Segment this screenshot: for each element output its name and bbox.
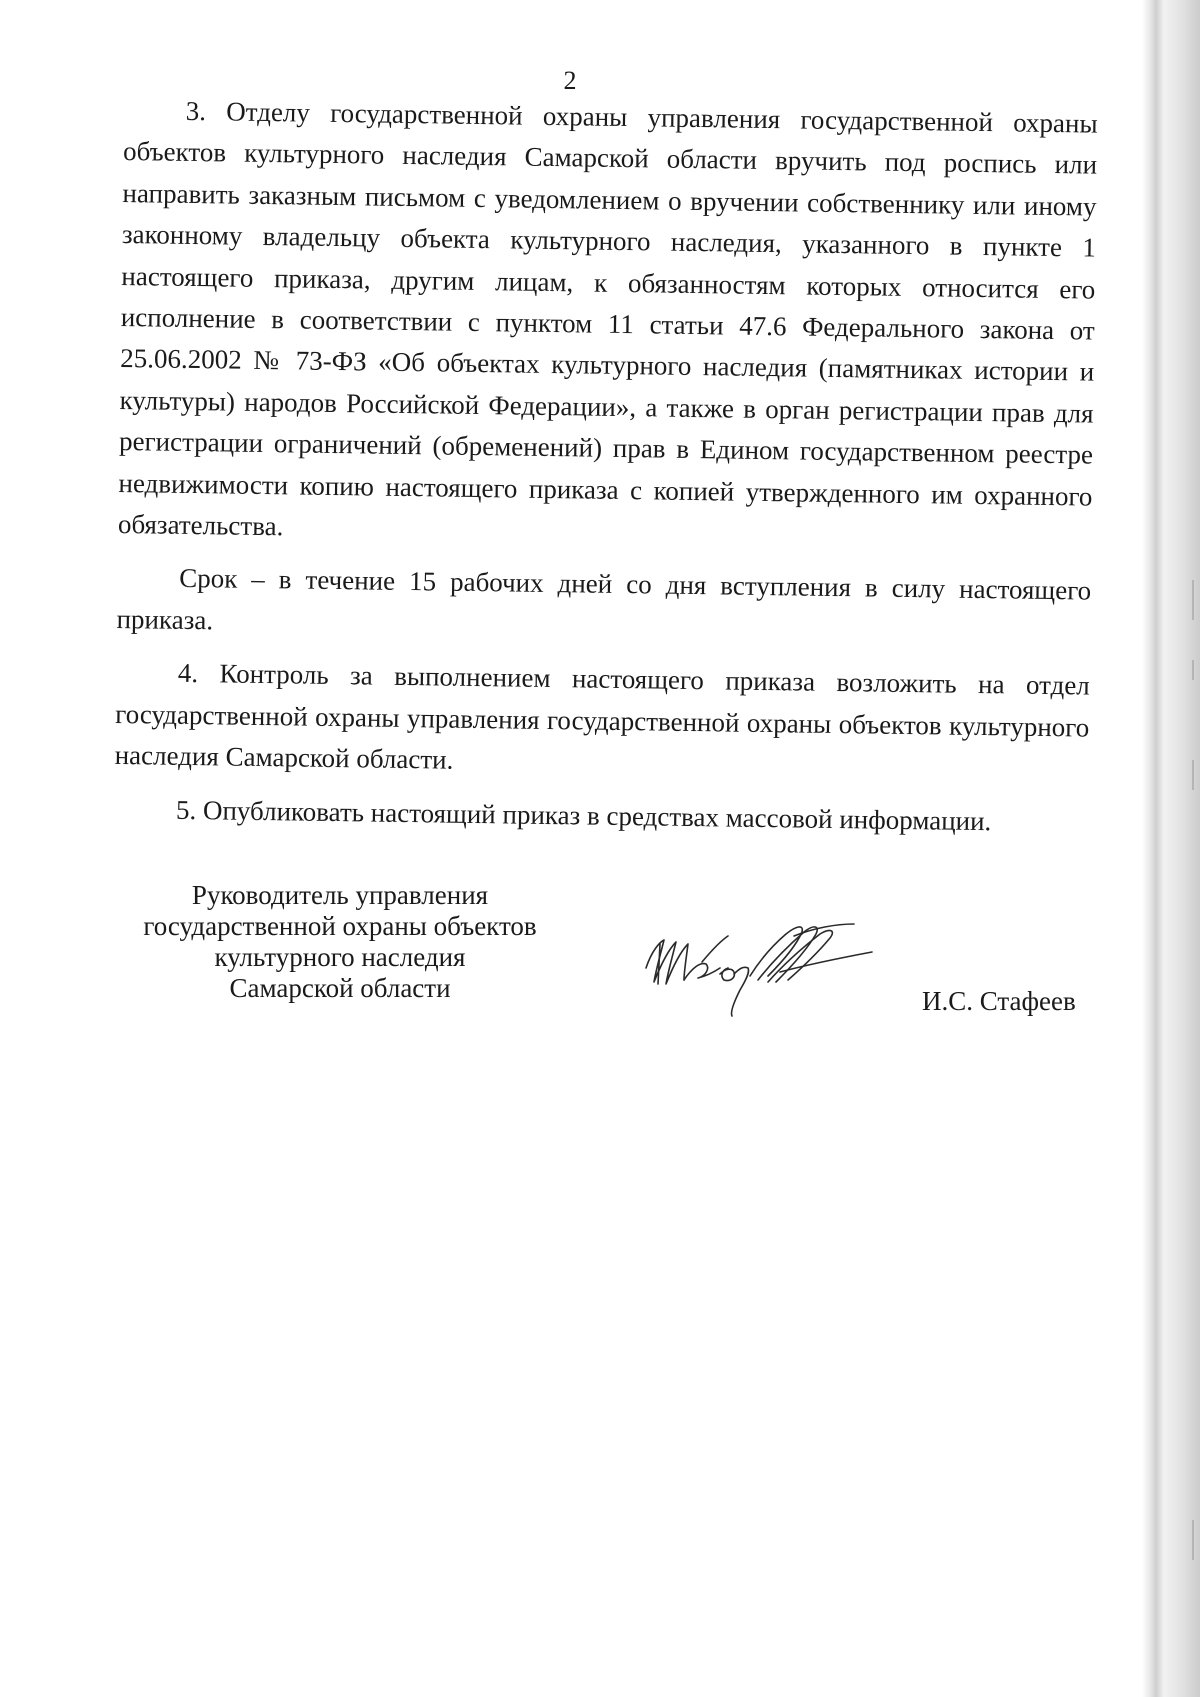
document-body [114, 90, 1098, 843]
page-number: 2 [563, 66, 577, 95]
position-line-2: государственной охраны объектов [143, 911, 537, 941]
scan-edge-shadow [1142, 0, 1200, 1697]
position-line-3: культурного наследия [214, 942, 466, 972]
paragraph-item-3: 3. Отделу государственной охраны управления государственной охраны объектов культурного наследия Самарской области вручить под роспись или направить заказным письмом с уведомлением о вручении собственнику или иному законному владельцу объекта культурного наследия, указанного в пункте 1 настоящего приказа, другим лицам, к обязанностям которых относится его исполнение в соответствии с пунктом 11 статьи 47.6 Федерального закона от 25.06.2002 № 73-ФЗ «Об объектах культурного наследия (памятниках истории и культуры) народов Российской Федерации», а также в орган регистрации прав для регистрации ограничений (обременений) прав в Едином государственном реестре недвижимости копию настоящего приказа с копией утвержденного им охранного обязательства. [117, 95, 1098, 542]
paragraph-item-5: 5. Опубликовать настоящий приказ в средствах массовой информации. [175, 794, 992, 836]
position-line-4: Самарской области [229, 973, 451, 1003]
signer-name: И.С. Стафеев [922, 986, 1076, 1016]
signatory-position [140, 880, 540, 1004]
paragraph-deadline: Срок – в течение 15 рабочих дней со дня вступления в силу настоящего приказа. [116, 563, 1092, 636]
position-line-1: Руководитель управления [191, 880, 489, 910]
handwritten-signature [640, 910, 890, 1020]
paragraph-item-4: 4. Контроль за выполнением настоящего приказа возложить на отдел государственной охраны управления государственной охраны объектов культурного наследия Самарской области. [114, 658, 1090, 775]
